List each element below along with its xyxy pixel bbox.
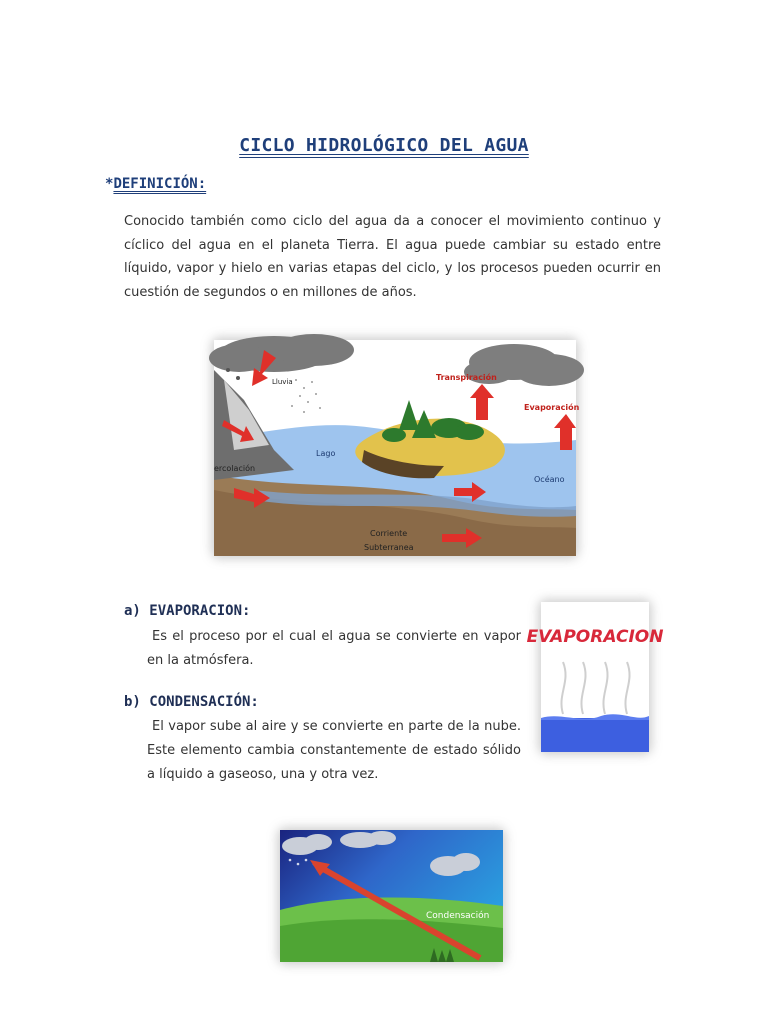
condensation-image	[280, 830, 503, 962]
section-evaporacion-heading: a) EVAPORACION:	[124, 603, 251, 619]
evaporation-image-label: EVAPORACION	[526, 627, 664, 647]
evaporation-image	[526, 602, 664, 752]
label-subterranea: Subterranea	[364, 543, 414, 552]
label-transpiracion: Transpiración	[436, 373, 497, 382]
label-percolacion: ercolación	[214, 464, 256, 473]
water-cycle-diagram	[214, 340, 580, 556]
label-lluvia: Lluvia	[272, 378, 293, 386]
section-condensacion-text: El vapor sube al aire y se convierte en parte de la nube. Este elemento cambia constantemente de estado sólido a líquido a gaseoso, una y otra vez.	[147, 719, 521, 782]
section-condensacion-heading: b) CONDENSACIÓN:	[124, 694, 259, 710]
definition-heading-text: DEFINICIÓN:	[113, 176, 207, 192]
definition-marker: *	[105, 176, 114, 192]
label-evaporacion: Evaporación	[524, 403, 580, 412]
label-corriente: Corriente	[370, 529, 408, 538]
label-oceano: Océano	[534, 475, 565, 484]
condensation-image-label: Condensación	[426, 911, 490, 921]
section-evaporacion-text: Es el proceso por el cual el agua se convierte en vapor en la atmósfera.	[147, 629, 521, 668]
definition-paragraph: Conocido también como ciclo del agua da a conocer el movimiento continuo y cíclico del agua en el planeta Tierra. El agua puede cambiar su estado entre líquido, vapor y hielo en varias etapas del ciclo, y los procesos pueden ocurrir en cuestión de segundos o en millones de años.	[124, 214, 661, 300]
definition-heading	[105, 176, 206, 192]
label-lago: Lago	[316, 449, 336, 458]
document-title: CICLO HIDROLÓGICO DEL AGUA	[239, 135, 529, 156]
